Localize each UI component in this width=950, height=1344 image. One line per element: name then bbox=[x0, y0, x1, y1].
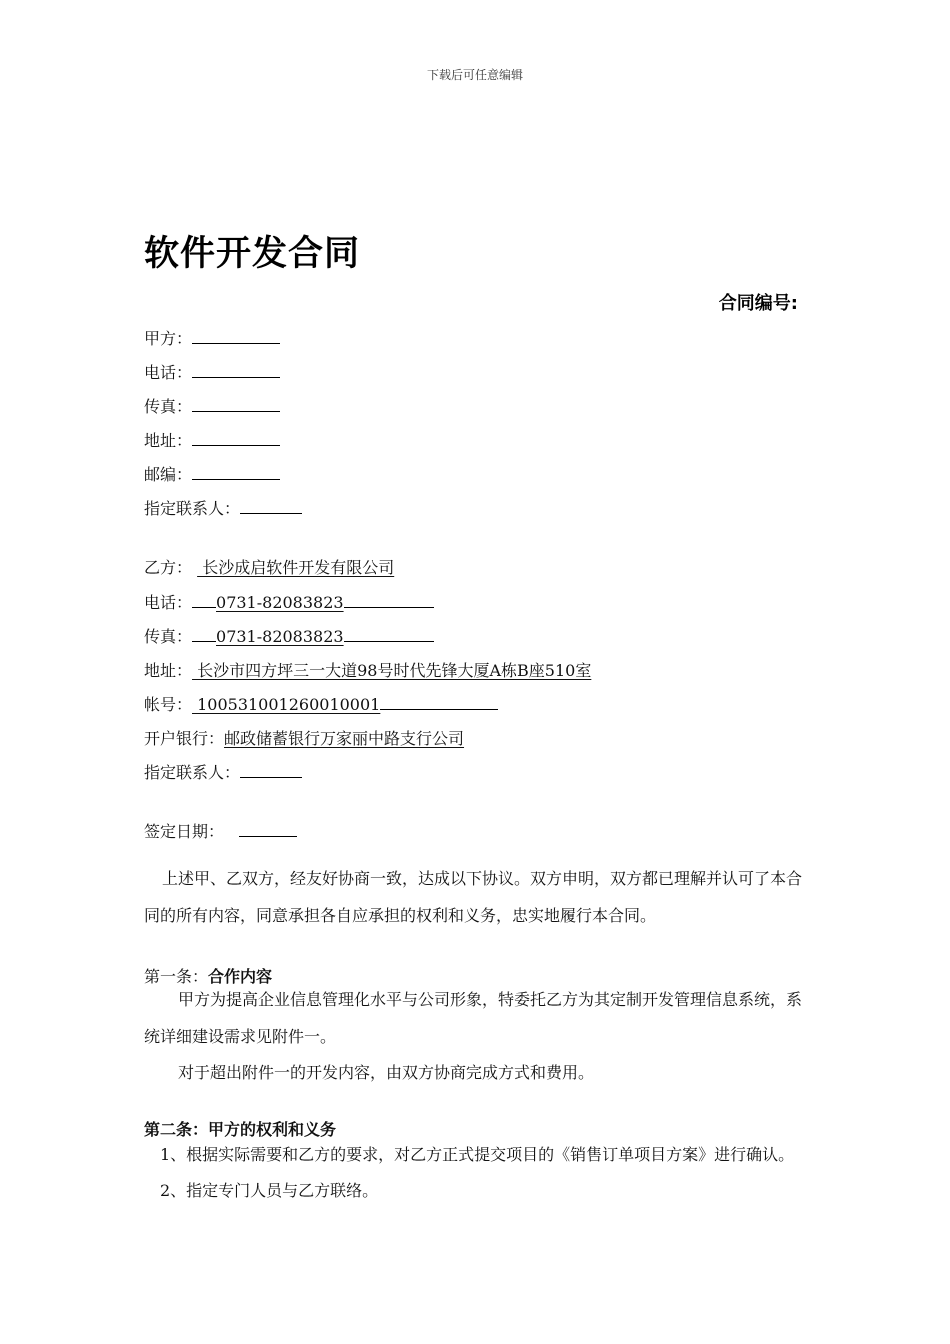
party-b-fax-line bbox=[144, 624, 434, 647]
party-b-contact-blank[interactable] bbox=[240, 761, 302, 778]
underline-tail bbox=[344, 591, 434, 608]
article-1-paragraph-1: 甲方为提高企业信息管理化水平与公司形象，特委托乙方为其定制开发管理信息系统，系统详细建设需求见附件一。 bbox=[144, 990, 803, 1046]
party-b-contact-label: 指定联系人： bbox=[144, 763, 241, 782]
article-2-heading: 第二条：甲方的权利和义务 bbox=[144, 1120, 337, 1139]
document-title: 软件开发合同 bbox=[144, 234, 361, 274]
party-a-phone-label: 电话： bbox=[144, 363, 193, 382]
sign-date-blank[interactable] bbox=[239, 820, 297, 837]
party-a-line bbox=[144, 326, 280, 349]
article-1-prefix: 第一条： bbox=[144, 967, 209, 986]
underline-tail bbox=[380, 693, 498, 710]
contract-number-label: 合同编号: bbox=[718, 293, 798, 314]
article-2-item: 2、指定专门人员与乙方联络。 bbox=[160, 1181, 379, 1200]
party-a-fax-blank[interactable] bbox=[192, 395, 280, 412]
party-b-fax-label: 传真： bbox=[144, 627, 193, 646]
party-b-phone: 0731-82083823 bbox=[216, 593, 344, 612]
party-a-contact-blank[interactable] bbox=[240, 497, 302, 514]
party-b-bank: 邮政储蓄银行万家丽中路支行公司 bbox=[224, 729, 465, 748]
party-a-postcode-line bbox=[144, 462, 280, 485]
party-b-address-label: 地址： bbox=[144, 661, 193, 680]
party-a-postcode-label: 邮编： bbox=[144, 465, 193, 484]
party-b-line bbox=[144, 555, 394, 578]
party-a-address-line bbox=[144, 428, 280, 451]
intro-paragraph: 上述甲、乙双方，经友好协商一致，达成以下协议。双方申明，双方都已理解并认可了本合同的所有内容，同意承担各自应承担的权利和义务，忠实地履行本合同。 bbox=[144, 869, 803, 925]
underline-lead bbox=[192, 625, 216, 642]
sign-date-label: 签定日期： bbox=[144, 822, 225, 841]
party-a-phone-blank[interactable] bbox=[192, 361, 280, 378]
party-a-fax-line bbox=[144, 394, 280, 417]
party-a-label: 甲方： bbox=[144, 329, 193, 348]
party-b-address: 长沙市四方坪三一大道98号时代先锋大厦A栋B座510室 bbox=[192, 661, 592, 680]
party-b-bank-line bbox=[144, 726, 464, 749]
party-b-account: 100531001260010001 bbox=[192, 695, 381, 714]
article-2-item: 1、根据实际需要和乙方的要求，对乙方正式提交项目的《销售订单项目方案》进行确认。 bbox=[160, 1145, 795, 1164]
party-a-blank[interactable] bbox=[192, 327, 280, 344]
party-b-fax: 0731-82083823 bbox=[216, 627, 344, 646]
party-b-address-line bbox=[144, 658, 591, 681]
party-b-bank-label: 开户银行： bbox=[144, 729, 225, 748]
party-b-account-line bbox=[144, 692, 498, 715]
party-a-phone-line bbox=[144, 360, 280, 383]
article-1-paragraph-2: 对于超出附件一的开发内容，由双方协商完成方式和费用。 bbox=[178, 1063, 595, 1082]
party-a-address-blank[interactable] bbox=[192, 429, 280, 446]
sign-date-line bbox=[144, 819, 297, 842]
party-b-name: 长沙成启软件开发有限公司 bbox=[197, 558, 395, 577]
party-b-phone-line bbox=[144, 590, 434, 613]
article-1-title: 合作内容 bbox=[208, 967, 273, 986]
party-a-postcode-blank[interactable] bbox=[192, 463, 280, 480]
party-a-contact-label: 指定联系人： bbox=[144, 499, 241, 518]
party-a-address-label: 地址： bbox=[144, 431, 193, 450]
underline-lead bbox=[192, 591, 216, 608]
header-note: 下载后可任意编辑 bbox=[426, 68, 523, 82]
underline-tail bbox=[344, 625, 434, 642]
party-b-label: 乙方： bbox=[144, 558, 193, 577]
party-a-contact-line bbox=[144, 496, 302, 519]
party-a-fax-label: 传真： bbox=[144, 397, 193, 416]
party-b-contact-line bbox=[144, 760, 302, 783]
party-b-phone-label: 电话： bbox=[144, 593, 193, 612]
party-b-account-label: 帐号： bbox=[144, 695, 193, 714]
